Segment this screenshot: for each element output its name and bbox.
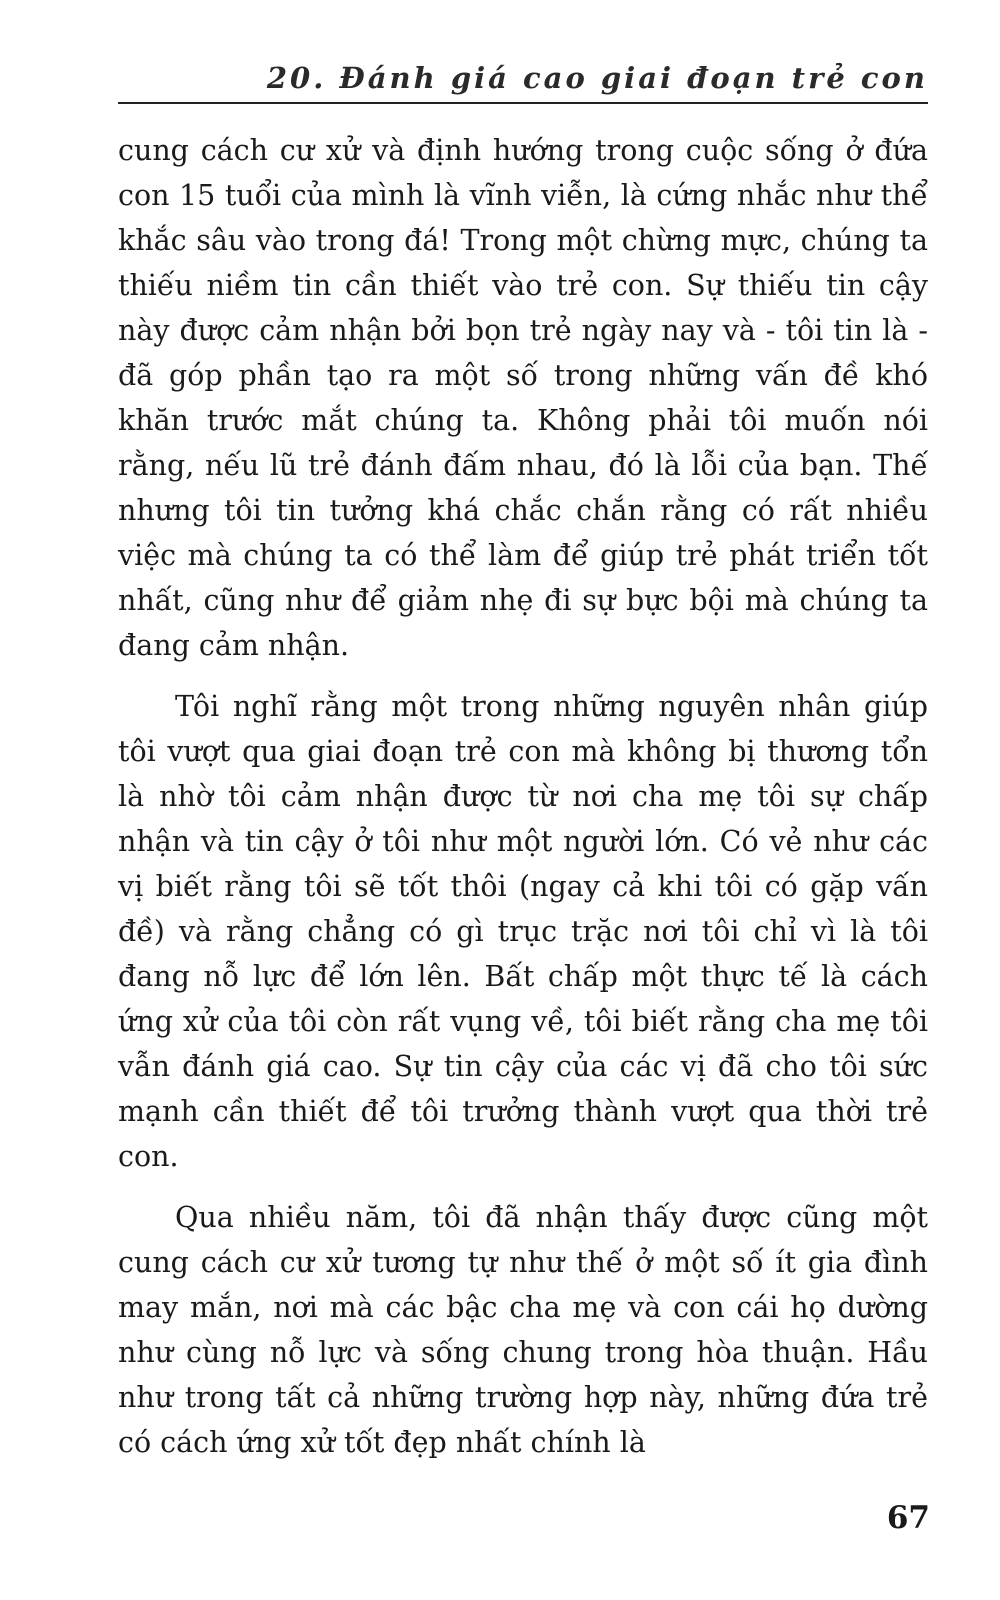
- running-title: 20. Đánh giá cao giai đoạn trẻ con: [266, 61, 928, 95]
- page-number: 67: [886, 1500, 930, 1536]
- paragraph-1: cung cách cư xử và định hướng trong cuộc sống ở đứa con 15 tuổi của mình là vĩnh viễn, là cứng nhắc như thể khắc sâu vào trong đá! Trong một chừng mực, chúng ta thiếu niềm tin cần thiết vào trẻ con. Sự thiếu tin cậy này được cảm nhận bởi bọn trẻ ngày nay và - tôi tin là - đã góp phần tạo ra một số trong những vấn đề khó khăn trước mắt chúng ta. Không phải tôi muốn nói rằng, nếu lũ trẻ đánh đấm nhau, đó là lỗi của bạn. Thế nhưng tôi tin tưởng khá chắc chắn rằng có rất nhiều việc mà chúng ta có thể làm để giúp trẻ phát triển tốt nhất, cũng như để giảm nhẹ đi sự bực bội mà chúng ta đang cảm nhận.: [118, 134, 928, 662]
- header-rule: [118, 102, 928, 104]
- body-text: [118, 128, 928, 1481]
- paragraph-3: Qua nhiều năm, tôi đã nhận thấy được cũng một cung cách cư xử tương tự như thế ở một số ít gia đình may mắn, nơi mà các bậc cha mẹ và con cái họ dường như cùng nỗ lực và sống chung trong hòa thuận. Hầu như trong tất cả những trường hợp này, những đứa trẻ có cách ứng xử tốt đẹp nhất chính là: [118, 1201, 928, 1459]
- paragraph-2: Tôi nghĩ rằng một trong những nguyên nhân giúp tôi vượt qua giai đoạn trẻ con mà không bị thương tổn là nhờ tôi cảm nhận được từ nơi cha mẹ tôi sự chấp nhận và tin cậy ở tôi như một người lớn. Có vẻ như các vị biết rằng tôi sẽ tốt thôi (ngay cả khi tôi có gặp vấn đề) và rằng chẳng có gì trục trặc nơi tôi chỉ vì là tôi đang nỗ lực để lớn lên. Bất chấp một thực tế là cách ứng xử của tôi còn rất vụng về, tôi biết rằng cha mẹ tôi vẫn đánh giá cao. Sự tin cậy của các vị đã cho tôi sức mạnh cần thiết để tôi trưởng thành vượt qua thời trẻ con.: [118, 690, 928, 1173]
